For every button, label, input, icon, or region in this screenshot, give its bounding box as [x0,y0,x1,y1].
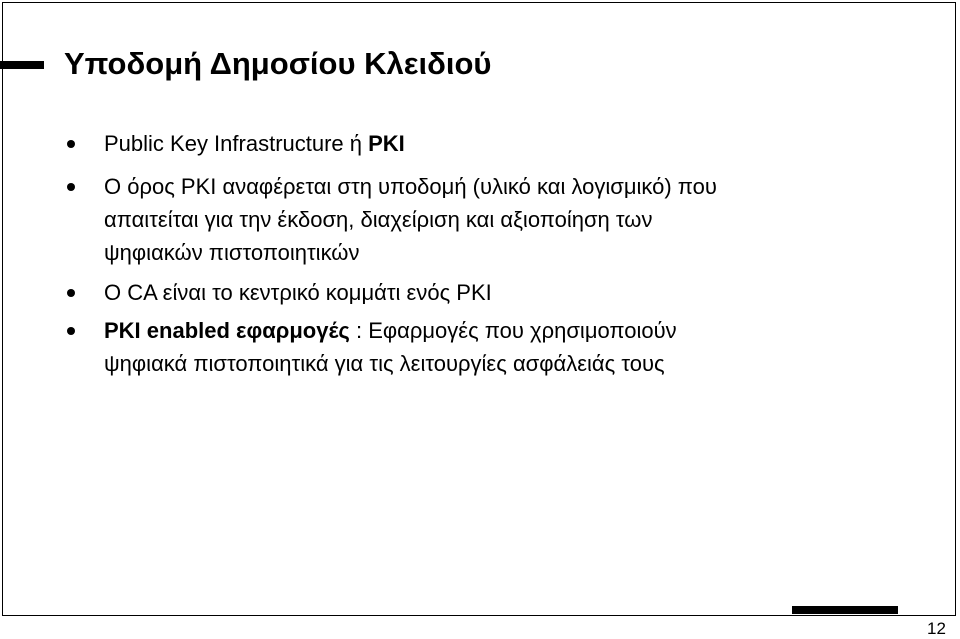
bullet-item [104,314,677,380]
bullet-line [104,127,405,160]
bullet-text: απαιτείται για την έκδοση, διαχείριση και αξιοποίηση των [104,207,653,232]
bullet-line [104,347,677,380]
bullet-text: ψηφιακά πιστοποιητικά για τις λειτουργίες ασφάλειάς τους [104,351,665,376]
bullet-text: ψηφιακών πιστοποιητικών [104,240,360,265]
bullet-text: Public Key Infrastructure ή [104,131,369,156]
bullet-text-bold: PKI enabled εφαρμογές [104,318,350,343]
bullet-dot-icon [67,289,75,297]
bullet-line [104,203,717,236]
title-accent-bar [0,61,44,69]
bullet-line [104,276,492,309]
bullet-text: : Εφαρμογές που χρησιμοποιούν [349,318,677,343]
bullet-item [104,170,717,269]
bullet-item [104,127,405,160]
bullet-text: Ο όρος PKI αναφέρεται στη υποδομή (υλικό και λογισμικό) που [104,174,717,199]
slide-frame [2,2,956,616]
bullet-line [104,314,677,347]
bullet-dot-icon [67,140,75,148]
bullet-item [104,276,492,309]
bullet-line [104,236,717,269]
slide-title: Υποδομή Δημοσίου Κλειδιού [64,46,492,81]
footer-accent-bar [792,606,898,614]
bullet-text: O CA είναι το κεντρικό κομμάτι ενός PKI [104,280,492,305]
bullet-dot-icon [67,327,75,335]
bullet-text-bold: PKI [368,131,405,156]
page-number: 12 [927,619,946,638]
bullet-line [104,170,717,203]
bullet-dot-icon [67,183,75,191]
